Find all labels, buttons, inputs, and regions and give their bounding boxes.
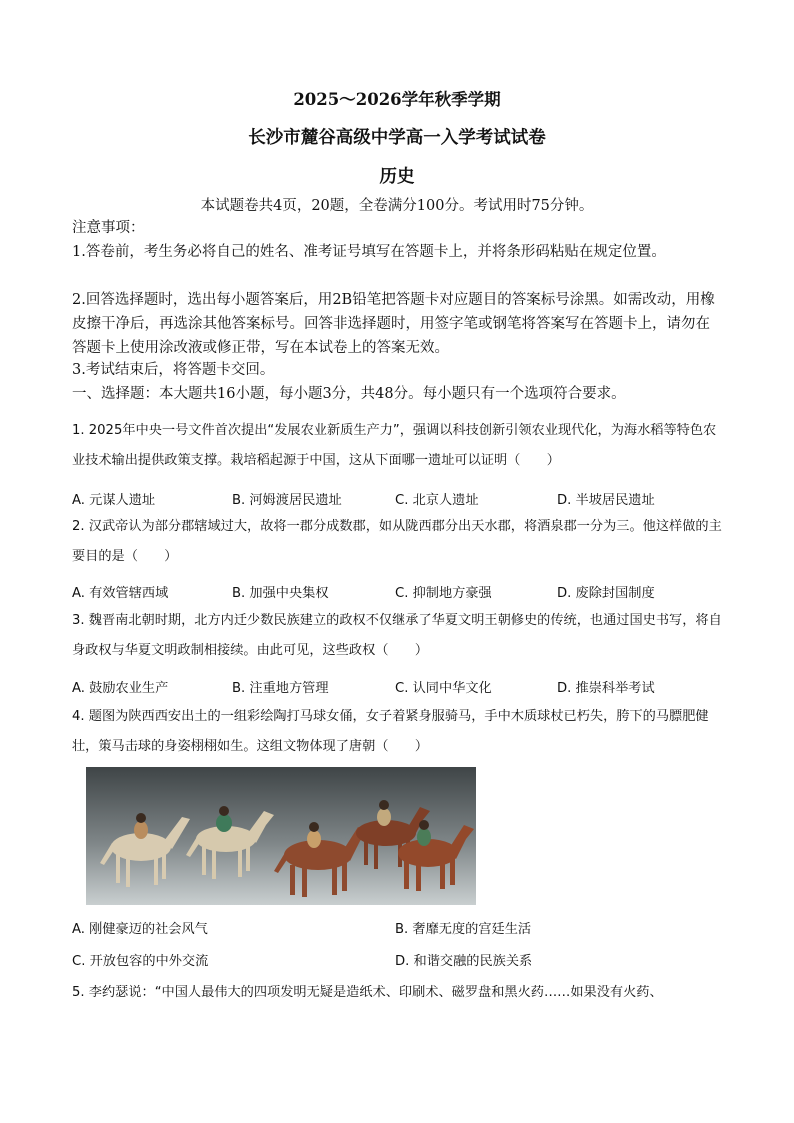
- question-4-options-row-1: [72, 918, 724, 942]
- option-a: A. 元谋人遗址: [72, 493, 156, 508]
- option-c: C. 开放包容的中外交流: [72, 954, 209, 969]
- option-b: B. 注重地方管理: [232, 681, 329, 696]
- notice-item: 2.回答选择题时，选出每小题答案后，用2B铅笔把答题卡对应题目的答案标号涂黑。如需改动，用橡皮擦干净后，再选涂其他答案标号。回答非选择题时，用签字笔或钢笔将答案写在答题卡上，请勿在答题卡上使用涂改液或修正带，写在本试卷上的答案无效。: [72, 292, 715, 356]
- question-4-stem: 4. 题图为陕西西安出土的一组彩绘陶打马球女俑，女子着紧身服骑马，手中木质球杖已朽失，胯下的马膘肥健壮，策马击球的身姿栩栩如生。这组文物体现了唐朝（ ）: [72, 709, 709, 754]
- exam-title: 长沙市麓谷高级中学高一入学考试试卷: [248, 128, 546, 148]
- exam-term: 2025～2026学年秋季学期: [293, 90, 501, 109]
- option-b: B. 河姆渡居民遗址: [232, 493, 342, 508]
- notice-title: 注意事项：: [72, 220, 145, 236]
- question-1-stem: 1. 2025年中央一号文件首次提出“发展农业新质生产力”，强调以科技创新引领农业现代化，为海水稻等特色农业技术输出提供政策支撑。栽培稻起源于中国，这从下面哪一遗址可以证明（ ）: [72, 423, 717, 468]
- exam-info: 本试题卷共4页，20题，全卷满分100分。考试用时75分钟。: [200, 198, 594, 214]
- option-d: D. 和谐交融的民族关系: [395, 954, 533, 969]
- option-c: C. 抑制地方豪强: [395, 586, 492, 601]
- option-d: D. 推崇科举考试: [557, 681, 655, 696]
- notice-item: 3.考试结束后，将答题卡交回。: [72, 362, 275, 378]
- option-c: C. 认同中华文化: [395, 681, 492, 696]
- option-a: A. 有效管辖西域: [72, 586, 169, 601]
- option-d: D. 废除封国制度: [557, 586, 655, 601]
- question-3-stem: 3. 魏晋南北朝时期，北方内迁少数民族建立的政权不仅继承了华夏文明王朝修史的传统，也通过国史书写，将自身政权与华夏文明政制相接续。由此可见，这些政权（ ）: [72, 613, 722, 658]
- notice-item: 1.答卷前，考生务必将自己的姓名、准考证号填写在答题卡上，并将条形码粘贴在规定位置。: [72, 244, 666, 260]
- question-2-stem: 2. 汉武帝认为部分郡辖域过大，故将一郡分成数郡，如从陇西郡分出天水郡，将酒泉郡一分为三。他这样做的主要目的是（ ）: [72, 519, 722, 564]
- section-title: 一、选择题：本大题共16小题，每小题3分，共48分。每小题只有一个选项符合要求。: [72, 386, 626, 402]
- option-a: A. 刚健豪迈的社会风气: [72, 922, 208, 937]
- exam-subject: 历史: [379, 167, 415, 187]
- polo-figurines-image: [86, 767, 476, 905]
- question-4-options-row-2: [72, 950, 724, 974]
- option-b: B. 奢靡无度的宫廷生活: [395, 922, 532, 937]
- option-d: D. 半坡居民遗址: [557, 493, 655, 508]
- option-b: B. 加强中央集权: [232, 586, 329, 601]
- option-c: C. 北京人遗址: [395, 493, 479, 508]
- question-1-options: [72, 489, 724, 513]
- option-a: A. 鼓励农业生产: [72, 681, 169, 696]
- question-5-stem: 5. 李约瑟说：“中国人最伟大的四项发明无疑是造纸术、印刷术、磁罗盘和黑火药……如果没有火药、: [72, 985, 663, 1000]
- question-3-options: [72, 677, 724, 701]
- question-2-options: [72, 582, 724, 606]
